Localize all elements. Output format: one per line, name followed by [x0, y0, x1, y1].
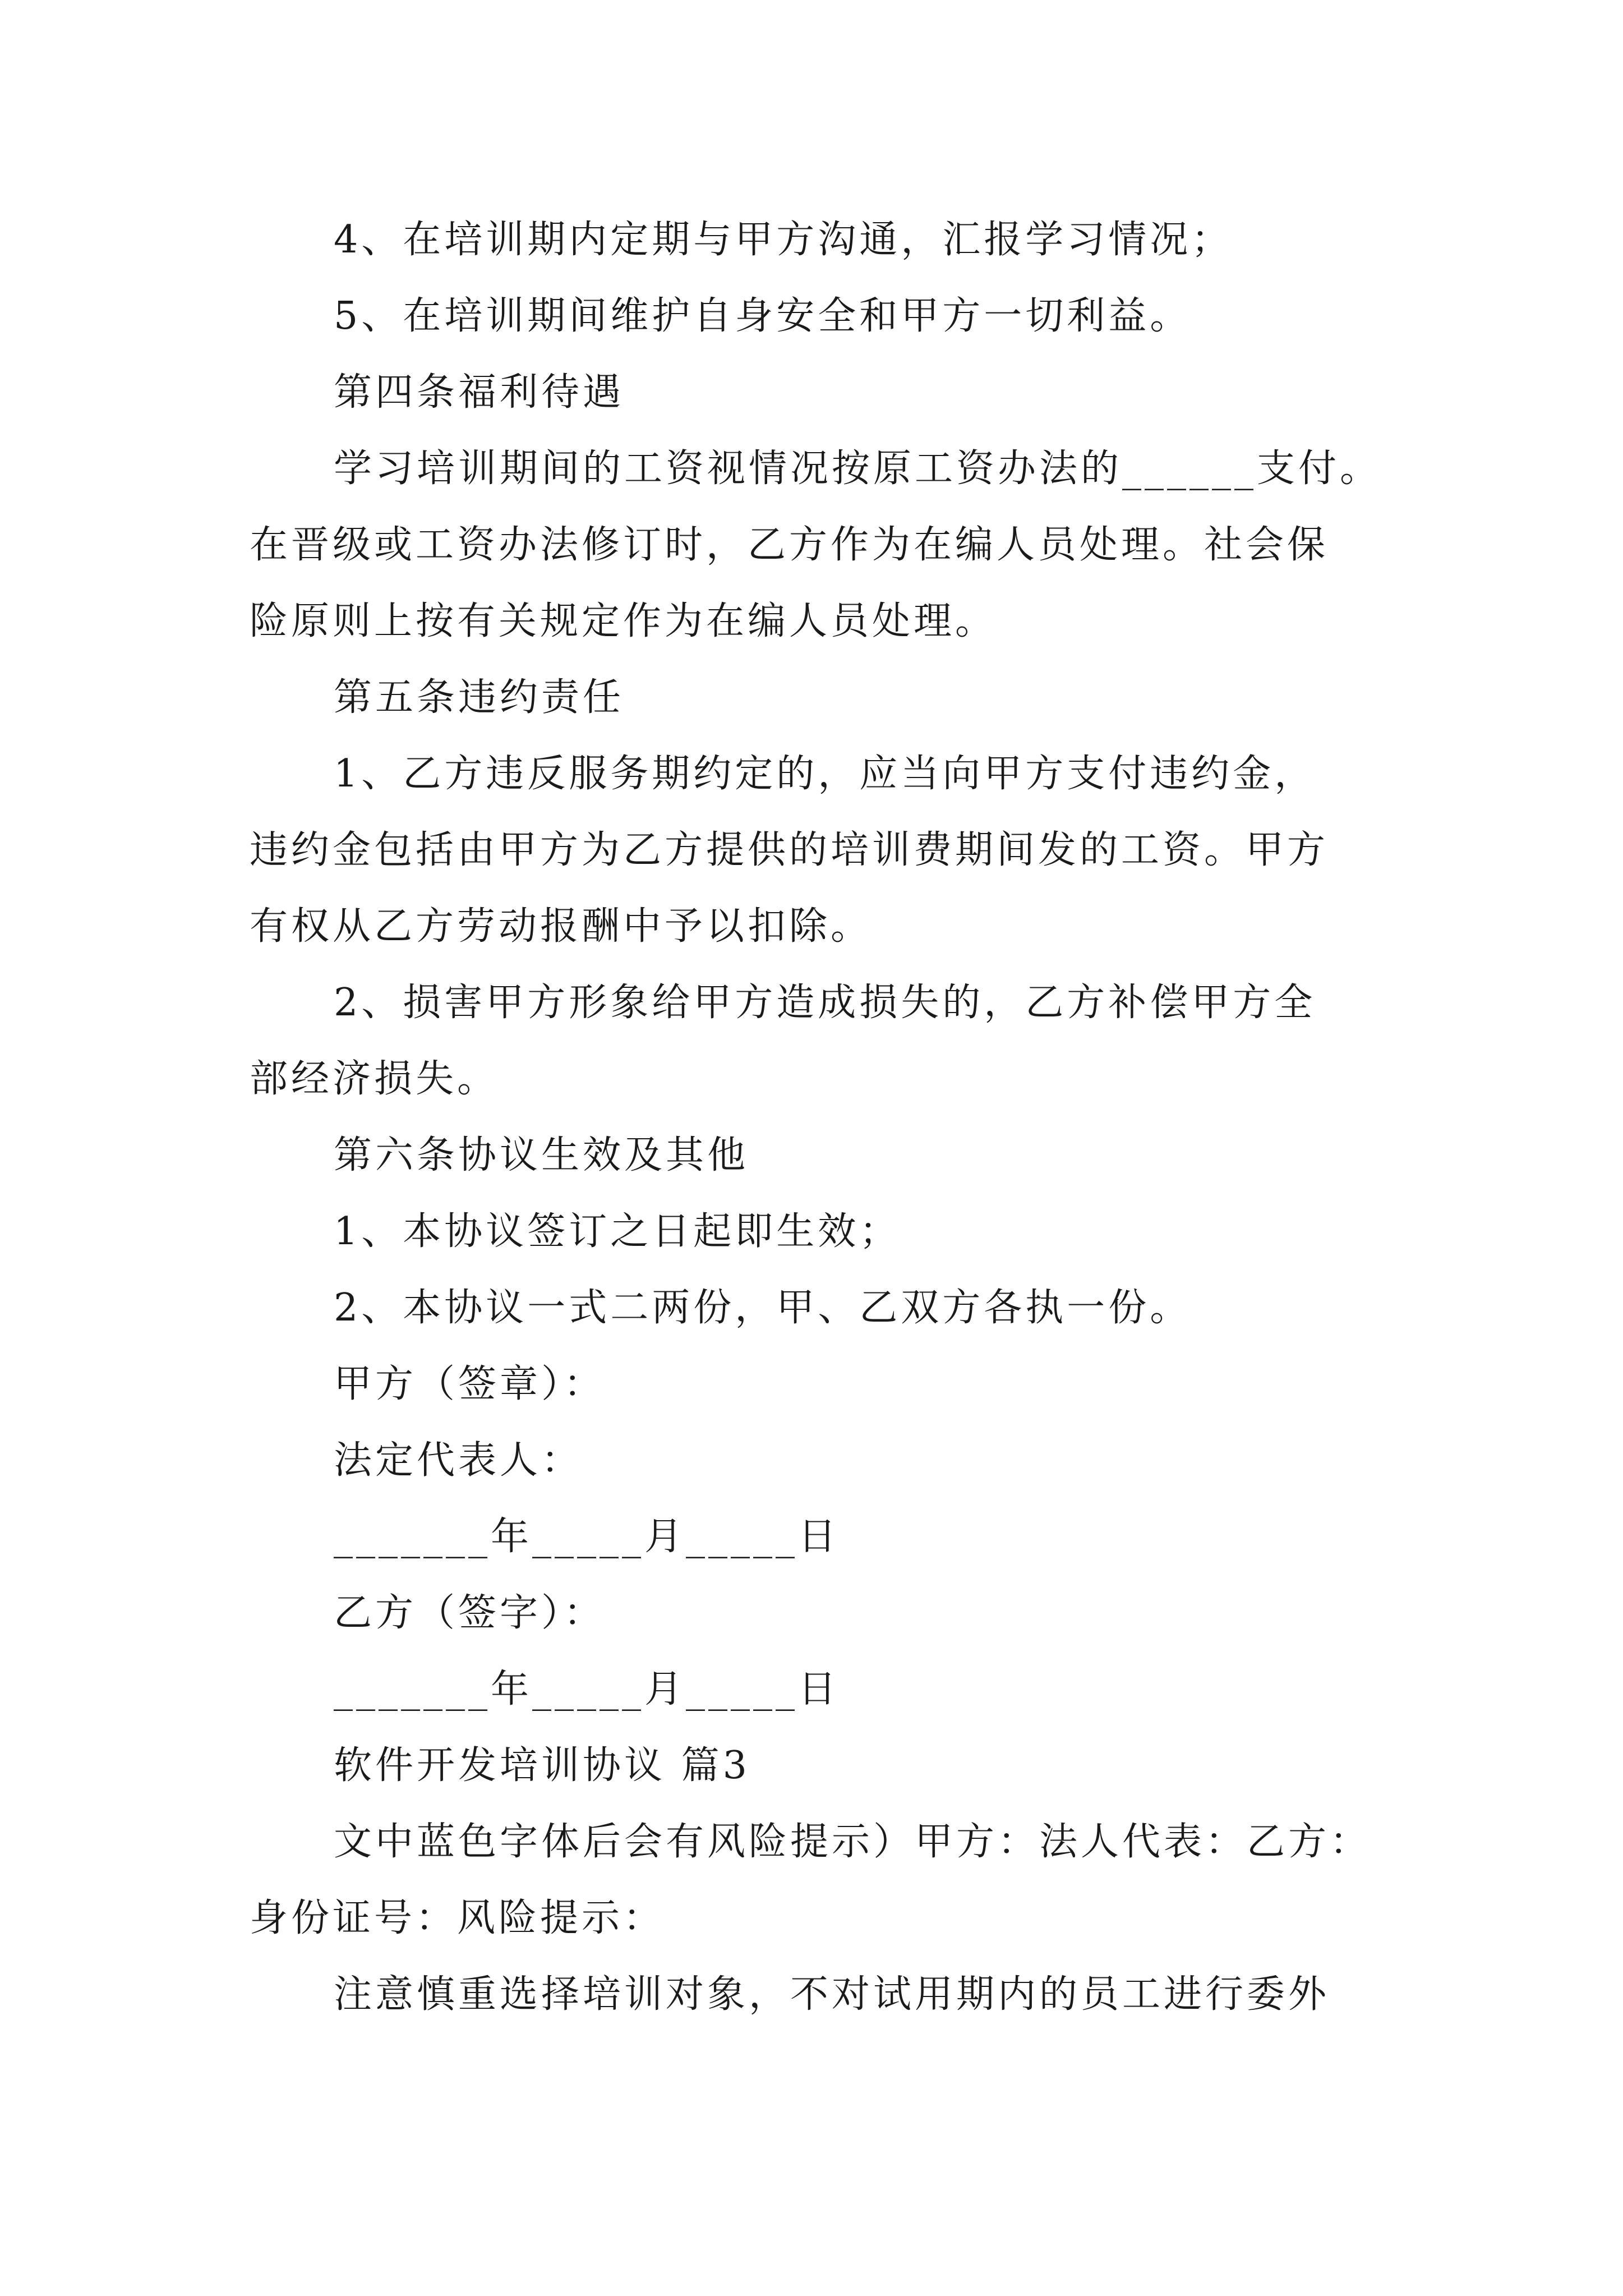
- paragraph-line: 有权从乙方劳动报酬中予以扣除。: [250, 904, 873, 949]
- document-body: [250, 202, 1394, 2033]
- date-line: _______年_____月_____日: [334, 1667, 840, 1711]
- paragraph-line: 身份证号：风险提示：: [250, 1896, 665, 1940]
- paragraph-line: 险原则上按有关规定作为在编人员处理。: [250, 599, 997, 643]
- paragraph-line: 违约金包括由甲方为乙方提供的培训费期间发的工资。甲方: [250, 828, 1329, 872]
- signature-label-representative: 法定代表人：: [334, 1438, 583, 1483]
- paragraph-line: 学习培训期间的工资视情况按原工资办法的______支付。: [334, 447, 1382, 491]
- paragraph-line: 注意慎重选择培训对象，不对试用期内的员工进行委外: [334, 1972, 1330, 2017]
- paragraph-line: 文中蓝色字体后会有风险提示）甲方：法人代表：乙方：: [334, 1820, 1372, 1864]
- date-line: _______年_____月_____日: [334, 1515, 840, 1559]
- paragraph-line: 4、在培训期内定期与甲方沟通，汇报学习情况；: [334, 218, 1233, 262]
- paragraph-line: 2、损害甲方形象给甲方造成损失的，乙方补偿甲方全: [334, 981, 1316, 1025]
- paragraph-line: 部经济损失。: [250, 1057, 499, 1101]
- section-heading: 第五条违约责任: [334, 675, 625, 720]
- section-heading: 第六条协议生效及其他: [334, 1133, 749, 1177]
- paragraph-line: 1、本协议签订之日起即生效；: [334, 1209, 901, 1254]
- signature-label-party-a: 甲方（签章）：: [334, 1362, 606, 1406]
- paragraph-line: 在晋级或工资办法修订时，乙方作为在编人员处理。社会保: [250, 523, 1329, 567]
- paragraph-line: 1、乙方违反服务期约定的，应当向甲方支付违约金，: [334, 752, 1316, 796]
- paragraph-line: 2、本协议一式二两份，甲、乙双方各执一份。: [334, 1286, 1192, 1330]
- paragraph-line: 5、在培训期间维护自身安全和甲方一切利益。: [334, 294, 1192, 338]
- section-heading: 第四条福利待遇: [334, 370, 625, 415]
- document-section-title: 软件开发培训协议 篇3: [334, 1743, 750, 1788]
- signature-label-party-b: 乙方（签字）：: [334, 1591, 606, 1635]
